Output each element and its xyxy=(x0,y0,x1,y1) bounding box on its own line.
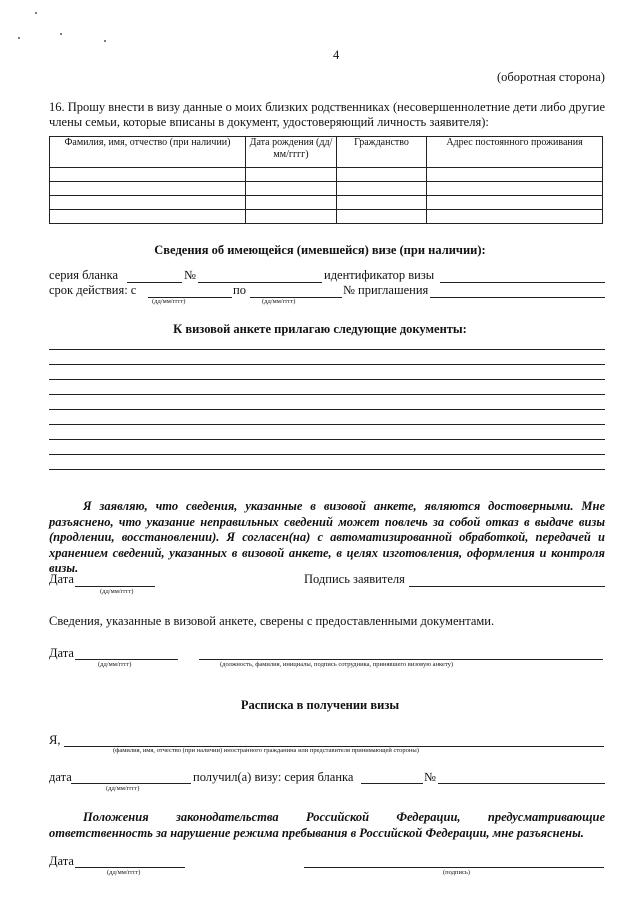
scan-speck xyxy=(60,33,62,35)
date-field[interactable] xyxy=(75,586,155,587)
number-label: № xyxy=(184,268,196,282)
validity-to-label: по xyxy=(233,283,246,297)
table-cell[interactable] xyxy=(246,168,337,182)
table-cell[interactable] xyxy=(50,182,246,196)
table-cell[interactable] xyxy=(337,182,427,196)
table-cell[interactable] xyxy=(50,210,246,224)
table-cell[interactable] xyxy=(427,210,603,224)
table-cell[interactable] xyxy=(337,196,427,210)
table-cell[interactable] xyxy=(337,210,427,224)
series-label: серия бланка xyxy=(49,268,119,282)
table-cell[interactable] xyxy=(427,182,603,196)
receipt-heading: Расписка в получении визы xyxy=(240,698,400,712)
document-entry-line[interactable] xyxy=(49,349,605,350)
verification-date-hint: (дд/мм/гггг) xyxy=(98,661,132,668)
verification-date-field[interactable] xyxy=(75,659,178,660)
declaration-text: Я заявляю, что сведения, указанные в визовой анкете, являются достоверными. Мне разъяснено, что указание неправильных сведений может повлечь за собой отказ в выдаче визы (продлении, восстановлении). Я согласен(на) с автоматизированной обработкой, передачей и хранением сведений, указанных в визовой анкете, в целях изготовления, оформления и контроля визы. xyxy=(49,499,605,575)
receipt-number-label: № xyxy=(424,770,436,784)
invitation-label: № приглашения xyxy=(343,283,429,297)
final-signature-field[interactable] xyxy=(304,867,604,868)
table-cell[interactable] xyxy=(50,168,246,182)
scan-speck xyxy=(104,40,106,42)
side-note: (оборотная сторона) xyxy=(497,70,605,84)
prev-visa-heading: Сведения об имеющейся (имевшейся) визе (при наличии): xyxy=(154,243,486,257)
scan-speck xyxy=(35,12,37,14)
table-cell[interactable] xyxy=(50,196,246,210)
document-entry-line[interactable] xyxy=(49,409,605,410)
verification-text: Сведения, указанные в визовой анкете, сверены с предоставленными документами. xyxy=(49,614,495,628)
document-entry-line[interactable] xyxy=(49,469,605,470)
receipt-date-field[interactable] xyxy=(71,783,191,784)
relatives-col-header: Адрес постоянного проживания xyxy=(427,137,603,168)
relatives-col-header: Дата рождения (дд/мм/гггг) xyxy=(246,137,337,168)
date-label: Дата xyxy=(49,572,74,586)
receipt-date-label: дата xyxy=(49,770,72,784)
visa-id-label: идентификатор визы xyxy=(324,268,435,282)
date-hint: (дд/мм/гггг) xyxy=(100,588,134,595)
document-entry-line[interactable] xyxy=(49,424,605,425)
document-entry-line[interactable] xyxy=(49,364,605,365)
table-row xyxy=(50,182,603,196)
law-text: Положения законодательства Российской Федерации, предусматривающие ответственность за нарушение режима пребывания в Российской Федерации, мне разъяснены. xyxy=(49,810,605,840)
document-entry-line[interactable] xyxy=(49,439,605,440)
document-entry-line[interactable] xyxy=(49,454,605,455)
table-cell[interactable] xyxy=(246,196,337,210)
final-date-label: Дата xyxy=(49,854,74,868)
number-field[interactable] xyxy=(198,282,322,283)
table-cell[interactable] xyxy=(427,168,603,182)
table-cell[interactable] xyxy=(427,196,603,210)
receipt-i-label: Я, xyxy=(49,733,61,747)
receipt-date-hint: (дд/мм/гггг) xyxy=(106,785,140,792)
document-entry-line[interactable] xyxy=(49,394,605,395)
relatives-table-body xyxy=(50,168,603,224)
table-row xyxy=(50,210,603,224)
table-cell[interactable] xyxy=(246,182,337,196)
receipt-number-field[interactable] xyxy=(438,783,605,784)
invitation-field[interactable] xyxy=(430,297,605,298)
verification-date-label: Дата xyxy=(49,646,74,660)
relatives-col-header: Гражданство xyxy=(337,137,427,168)
final-date-field[interactable] xyxy=(75,867,185,868)
applicant-signature-label: Подпись заявителя xyxy=(304,572,405,586)
receipt-series-field[interactable] xyxy=(361,783,423,784)
relatives-table-header xyxy=(50,137,603,168)
final-date-hint: (дд/мм/гггг) xyxy=(107,869,141,876)
page-number: 4 xyxy=(333,48,340,62)
relatives-col-header: Фамилия, имя, отчество (при наличии) xyxy=(50,137,246,168)
table-row xyxy=(50,196,603,210)
final-signature-hint: (подпись) xyxy=(443,869,470,876)
applicant-signature-field[interactable] xyxy=(409,586,605,587)
receipt-received-label: получил(а) визу: серия бланка xyxy=(193,770,354,784)
scan-speck xyxy=(18,37,20,39)
documents-heading: К визовой анкете прилагаю следующие документы: xyxy=(173,322,467,336)
officer-field[interactable] xyxy=(199,659,603,660)
table-cell[interactable] xyxy=(246,210,337,224)
receipt-name-hint: (фамилия, имя, отчество (при наличии) иностранного гражданина или представителя принимающей стороны) xyxy=(113,747,419,754)
document-entry-line[interactable] xyxy=(49,379,605,380)
relatives-table xyxy=(49,136,603,224)
relatives-text: 16. Прошу внести в визу данные о моих близких родственниках (несовершеннолетние дети либо другие члены семьи, которые вписаны в документ, удостоверяющий личность заявителя): xyxy=(49,100,605,129)
validity-from-hint: (дд/мм/гггг) xyxy=(152,298,186,305)
validity-label: срок действия: с xyxy=(49,283,137,297)
visa-id-field[interactable] xyxy=(440,282,605,283)
validity-to-hint: (дд/мм/гггг) xyxy=(262,298,296,305)
officer-hint: (должность, фамилия, инициалы, подпись сотрудника, принявшего визовую анкету) xyxy=(220,661,454,668)
table-row xyxy=(50,168,603,182)
table-cell[interactable] xyxy=(337,168,427,182)
